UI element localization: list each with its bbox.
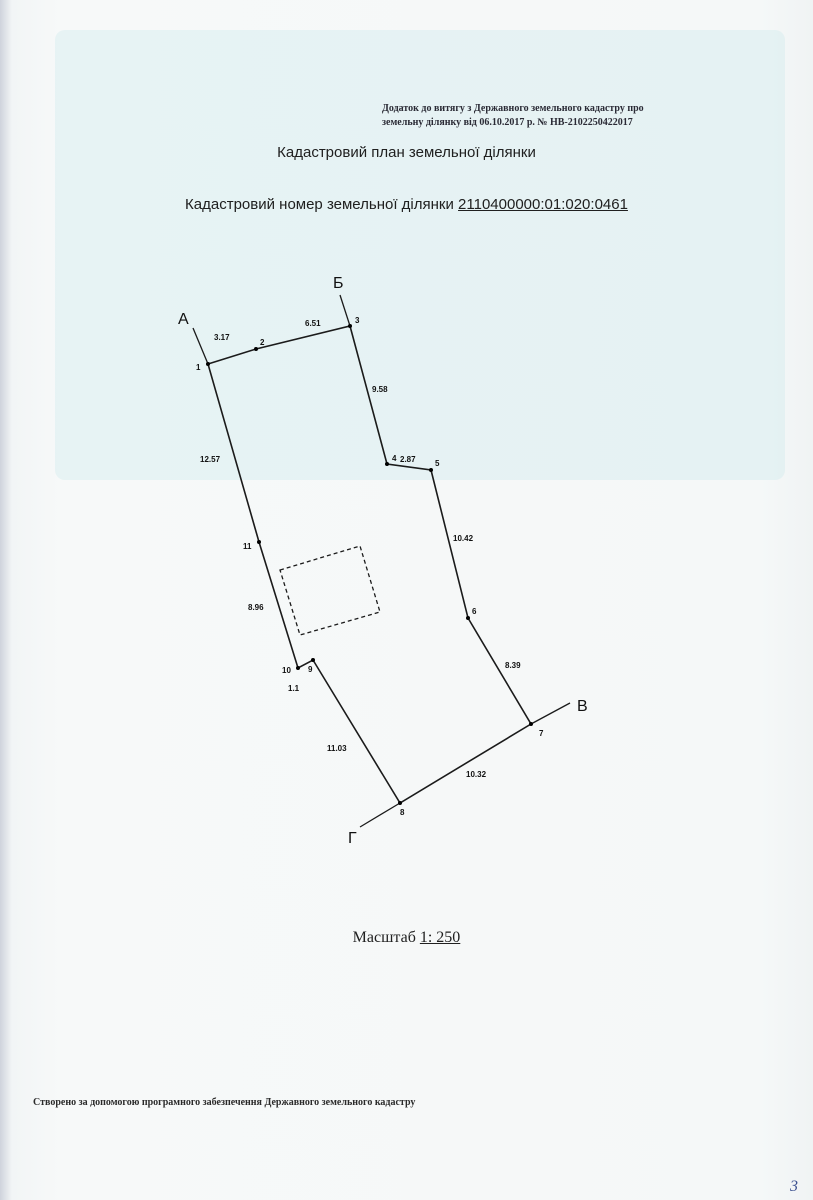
vertex-label-3: 3 [355, 316, 360, 325]
vertex-label-10: 10 [282, 666, 291, 675]
segment-length-7-8: 10.32 [466, 770, 487, 779]
segment-length-4-5: 2.87 [400, 455, 416, 464]
annex-line-1: Додаток до витягу з Державного земельного кадастру про [382, 103, 644, 114]
direction-label-g: Г [348, 830, 357, 847]
scale-label: Масштаб [352, 929, 416, 946]
scale-value: 1: 250 [419, 929, 461, 946]
scale-line [0, 929, 813, 947]
direction-line-v [531, 703, 570, 724]
segment-length-3-4: 9.58 [372, 385, 388, 394]
vertex-dot-4 [385, 462, 389, 466]
vertex-dot-1 [206, 362, 210, 366]
vertex-label-11: 11 [243, 542, 252, 551]
segment-length-5-6: 10.42 [453, 534, 474, 543]
segment-length-6-7: 8.39 [505, 661, 521, 670]
plot-boundary [208, 326, 531, 803]
direction-line-b [340, 295, 350, 326]
vertex-dot-6 [466, 616, 470, 620]
segment-length-8-9: 11.03 [327, 744, 347, 753]
vertex-dot-3 [348, 324, 352, 328]
vertex-dot-11 [257, 540, 261, 544]
building-outline [280, 546, 380, 635]
segment-length-9-10: 1.1 [288, 684, 300, 693]
vertex-label-4: 4 [392, 454, 397, 463]
direction-label-b: Б [333, 275, 344, 292]
footer-note: Створено за допомогою програмного забезпечення Державного земельного кадастру [33, 1097, 416, 1108]
vertex-label-7: 7 [539, 729, 544, 738]
cadastral-number: 2110400000:01:020:0461 [458, 196, 628, 213]
direction-label-v: В [577, 698, 588, 715]
vertex-dot-8 [398, 801, 402, 805]
segment-length-11-1: 12.57 [200, 455, 221, 464]
direction-line-g [360, 803, 400, 827]
vertex-label-8: 8 [400, 808, 405, 817]
vertex-dot-10 [296, 666, 300, 670]
direction-line-a [193, 328, 208, 364]
vertex-label-5: 5 [435, 459, 440, 468]
page-title: Кадастровий план земельної ділянки [277, 144, 536, 161]
segment-length-1-2: 3.17 [214, 333, 230, 342]
segment-length-10-11: 8.96 [248, 603, 264, 612]
vertex-label-6: 6 [472, 607, 477, 616]
vertex-label-2: 2 [260, 338, 265, 347]
vertex-dot-5 [429, 468, 433, 472]
cadastral-number-label: Кадастровий номер земельної ділянки [185, 196, 454, 213]
vertex-label-9: 9 [308, 665, 313, 674]
direction-label-a: А [178, 311, 189, 328]
annex-line-2: земельну ділянку від 06.10.2017 р. № НВ-2102250422017 [382, 117, 633, 128]
vertex-dot-9 [311, 658, 315, 662]
corner-page-mark: 3 [790, 1178, 798, 1195]
segment-length-2-3: 6.51 [305, 319, 321, 328]
vertex-label-1: 1 [196, 363, 201, 372]
vertex-dot-7 [529, 722, 533, 726]
vertex-dot-2 [254, 347, 258, 351]
